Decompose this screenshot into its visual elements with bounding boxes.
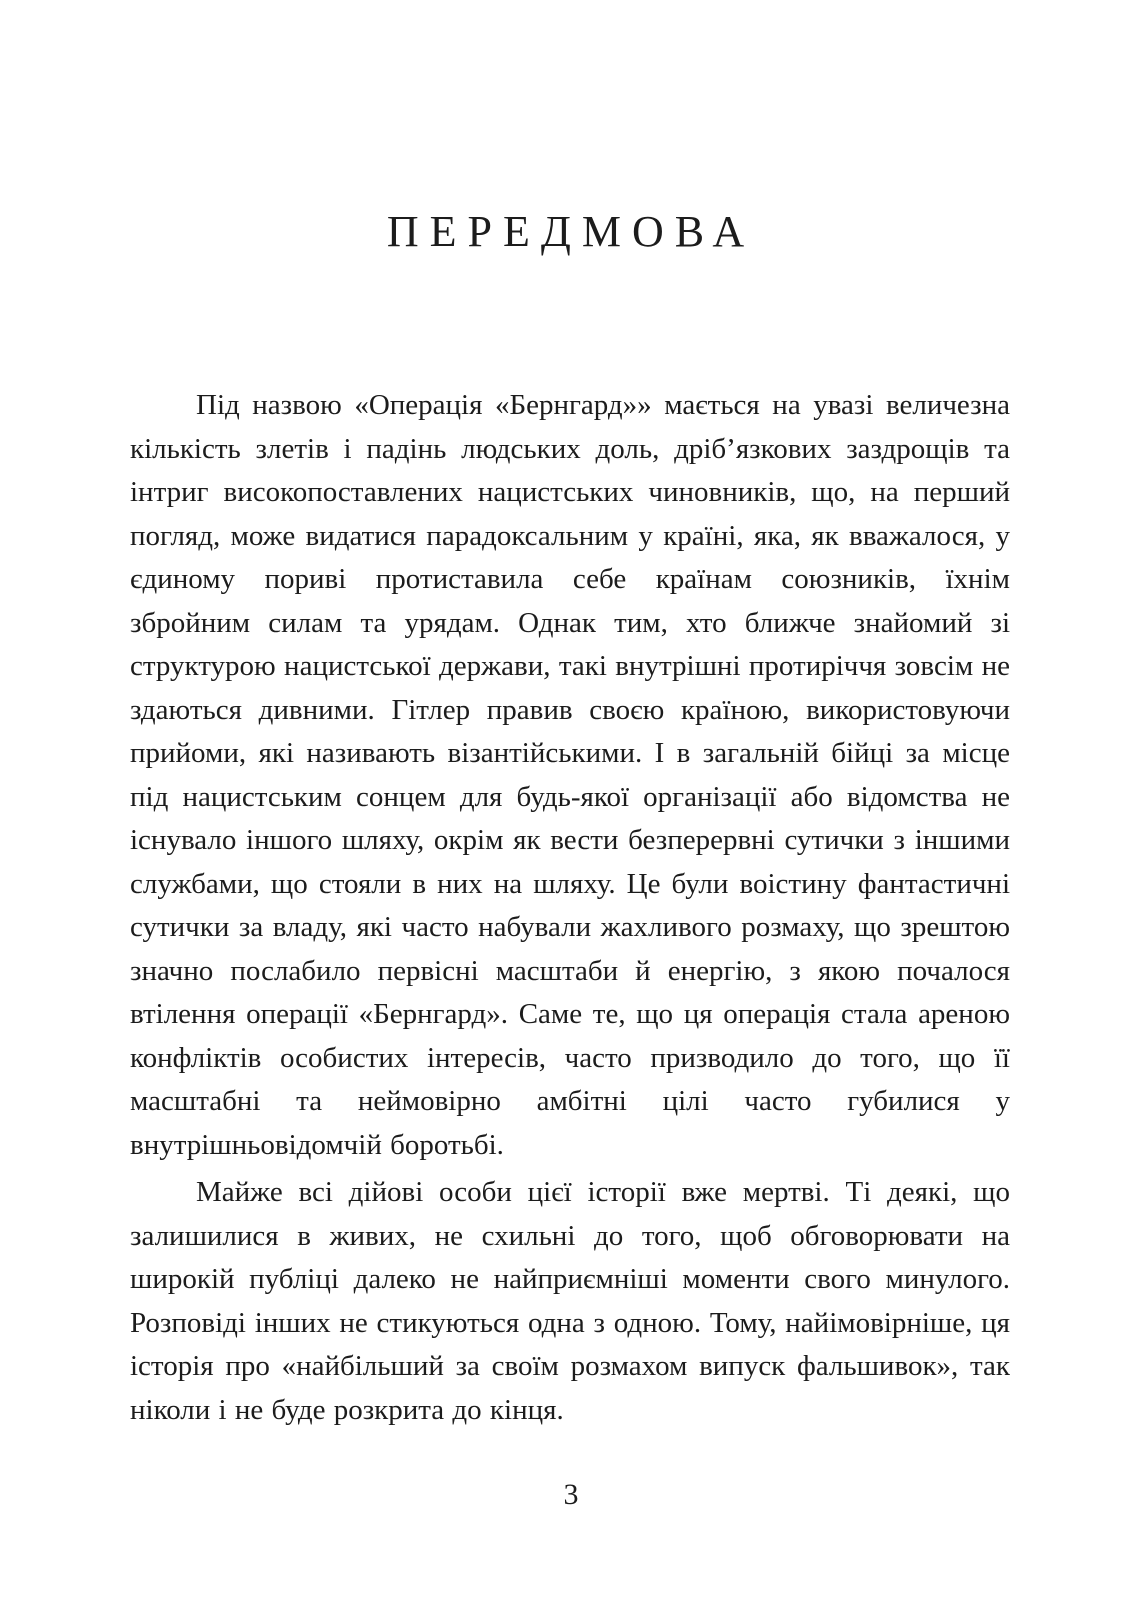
paragraph: Майже всі дійові особи цієї історії вже мертві. Ті деякі, що залишилися в живих, не схильні до того, щоб обговорювати на широкій публіці далеко не найприємніші моменти свого минулого. Розповіді інших не стикуються одна з одною. Тому, найімовірніше, ця історія про «найбільший за своїм розмахом випуск фальшивок», так ніколи і не буде розкрита до кінця. [130, 1176, 1010, 1426]
paragraph: Під назвою «Операція «Бернгард»» мається на увазі величезна кількість злетів і падінь людських доль, дріб’язкових заздрощів та інтриг високопоставлених нацистських чиновників, що, на перший погляд, може видатися парадоксальним у країні, яка, як вважалося, у єдиному пориві протиставила себе країнам союзників, їхнім збройним силам та урядам. Однак тим, хто ближче знайомий зі структурою нацистської держави, такі внутрішні протиріччя зовсім не здаються дивними. Гітлер правив своєю країною, використовуючи прийоми, які називають візантійськими. І в загальній бійці за місце під нацистським сонцем для будь-якої організації або відомства не існувало іншого шляху, окрім як вести безперервні сутички з іншими службами, що стояли в них на шляху. Це були воістину фантастичні сутички за владу, які часто набували жахливого розмаху, що зрештою значно послабило первісні масштаби й енергію, з якою почалося втілення операції «Бернгард». Саме те, що ця операція стала ареною конфліктів особистих інтересів, часто призводило до того, що її масштабні та неймовірно амбітні цілі часто губилися у внутрішньовідомчій боротьбі. [130, 389, 1010, 1161]
chapter-title: ПЕРЕДМОВА [386, 207, 756, 256]
body-text [130, 384, 1010, 1432]
page-number: 3 [563, 1478, 579, 1511]
